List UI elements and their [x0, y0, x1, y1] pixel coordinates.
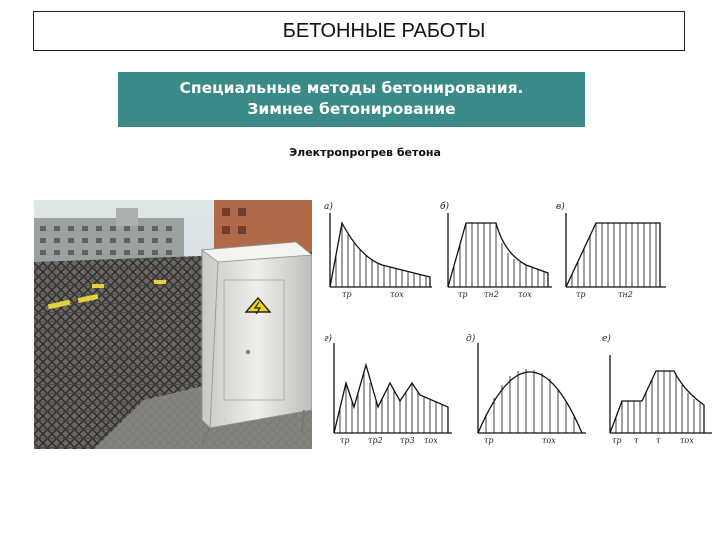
diagram-e-tick-2: τох — [542, 436, 556, 445]
diagram-b-tick-3: τох — [518, 290, 532, 299]
site-photo — [34, 200, 312, 449]
caption: Электропрогрев бетона — [289, 146, 441, 159]
diagram-d-tick-4: τох — [424, 436, 438, 445]
diagram-d-tick-2: τр2 — [368, 436, 383, 445]
diagram-b-tick-1: τр — [458, 290, 468, 299]
diagram-e-tick-1: τр — [484, 436, 494, 445]
diagram-b — [448, 213, 552, 287]
diagram-c-tick-2: τн2 — [618, 290, 633, 299]
diagram-e — [478, 343, 586, 433]
diagram-d-tick-3: τр3 — [400, 436, 415, 445]
page-title: БЕТОННЫЕ РАБОТЫ — [282, 20, 486, 42]
diagram-c — [566, 213, 666, 287]
diagram-d-tick-1: τр — [340, 436, 350, 445]
diagram-a-label: а) — [324, 202, 333, 212]
diagram-a-tick-2: τох — [390, 290, 404, 299]
diagram-f — [610, 355, 712, 433]
diagram-b-tick-2: τн2 — [484, 290, 499, 299]
title-box — [33, 11, 685, 51]
subtitle-line-2: Зимнее бетонирование — [247, 100, 456, 118]
diagram-f-tick-2: τ — [634, 436, 639, 445]
diagram-d — [334, 343, 452, 433]
diagram-f-tick-1: τр — [612, 436, 622, 445]
diagram-b-label: б) — [440, 202, 450, 212]
subtitle-line-1: Специальные методы бетонирования. — [179, 79, 524, 97]
subtitle-banner — [118, 72, 585, 127]
diagram-e-label: д) — [466, 334, 476, 344]
diagram-f-label: е) — [602, 334, 611, 344]
diagram-f-tick-3: τ — [656, 436, 661, 445]
heating-schedule-diagrams — [320, 195, 720, 460]
diagram-d-label: г) — [324, 334, 333, 344]
diagram-f-tick-4: τох — [680, 436, 694, 445]
diagram-a-tick-1: τр — [342, 290, 352, 299]
diagram-c-tick-1: τр — [576, 290, 586, 299]
diagram-c-label: в) — [556, 202, 565, 212]
diagram-a — [330, 213, 432, 287]
